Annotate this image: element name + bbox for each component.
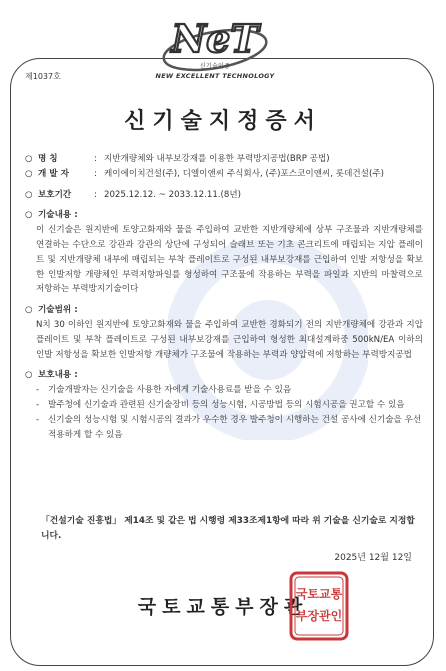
field-value: 지반개량체와 내부보강재를 이용한 부력방지공법(BRP 공법) [104,154,330,164]
circle-bullet-icon: ○ [25,305,33,316]
list-item: - 기술개발자는 신기술을 사용한 자에게 기술사용료를 받을 수 있음 [36,385,292,396]
circle-bullet-icon: ○ [25,370,33,381]
certificate-body [25,152,423,442]
field-developer: ○ 개 발 자 : 케이에이치건설(주), 디엘이앤씨 주식회사, (주)포스코이앤씨, 롯데건설(주) [25,167,423,182]
field-label: 개 발 자 [38,168,69,179]
list-item: - 신기술의 성능시험 및 시험시공의 결과가 우수한 경우 발주청이 시행하는 건설 공사에 신기술을 우선 적용하게 할 수 있음 [36,414,422,440]
official-seal-stamp [288,570,350,642]
protection-heading: 보호내용 : [38,370,78,381]
field-name: ○ 명 칭 : 지반개량체와 내부보강재를 이용한 부력방지공법(BRP 공법) [25,152,423,167]
list-item: - 발주청에 신기술과 관련된 신기술장비 등의 성능시험, 시공방법 등의 시험시공을 권고할 수 있음 [36,399,405,410]
svg-text:부장관인: 부장관인 [295,609,343,623]
tech-scope-heading-row [25,303,423,318]
tech-content-heading-row [25,208,423,223]
logo-subtitle: NEW EXCELLENT TECHNOLOGY [155,72,275,80]
tech-scope-heading: 기술범위 : [38,305,78,316]
svg-text:국토교통: 국토교통 [295,587,343,601]
legal-basis-statement: 「건설기술 진흥법」 제14조 및 같은 법 시행령 제33조제1항에 따라 위 기술을 신기술로 지정합니다. [41,516,415,541]
issue-date: 2025년 12월 12일 [334,553,412,563]
circle-bullet-icon: ○ [25,189,33,200]
circle-bullet-icon: ○ [25,154,33,164]
field-label: 명 칭 [38,154,58,164]
protection-heading-row [25,368,423,383]
circle-bullet-icon: ○ [25,168,33,179]
field-value: 케이에이치건설(주), 디엘이앤씨 주식회사, (주)포스코이앤씨, 롯데건설(주) [104,168,384,179]
field-label: 보호기간 [38,189,72,200]
svg-text:NeT: NeT [171,16,259,61]
net-logo [150,4,280,90]
field-value: 2025.12.12. ~ 2033.12.11.(8년) [104,189,242,200]
document-number: 제1037호 [25,72,61,81]
circle-bullet-icon: ○ [25,210,33,221]
field-protection-period: ○ 보호기간 : 2025.12.12. ~ 2033.12.11.(8년) [25,188,423,203]
certificate-title: 신기술지정증서 [124,108,322,134]
tech-content-heading: 기술내용 : [38,210,78,221]
issuer-name: 국토교통부장관 [137,596,309,618]
tech-scope-text: N치 30 이하인 원지반에 토양고화재와 물을 주입하여 교반한 경화되기 전의 지반개량체에 강관과 지압 플레이트 및 부착 플레이트로 구성된 내부보강재를 근입하여 형성한 최대설계하중 500kN/EA 이하의 인발 저항성을 확보한 인발저항 개량체가 구조물에 작용하는 부력과 양압력에 저항하는 부력방지공법 [36,319,423,360]
tech-content-text: 이 신기술은 원지반에 토양고화재와 물을 주입하여 교반한 지반개량체에 상부 구조물과 지반개량체를 연결하는 수단으로 강관과 강관의 상단에 구성되어 슬래브 또는 기초 콘크리트에 매립되는 지압 플레이트 및 지반개량체 내부에 매립되는 부착 플레이트로 구성된 내부보강재를 근입하여 인발 저항성을 확보한 인발저항 개량체인 부력저항파일를 형성하여 구조물에 작용하는 부력을 파일과 지반의 마찰력으로 저항하는 부력방지기술이다 [36,225,423,295]
protection-list [25,383,423,442]
logo-small-text: 신기술인증 [199,63,231,70]
